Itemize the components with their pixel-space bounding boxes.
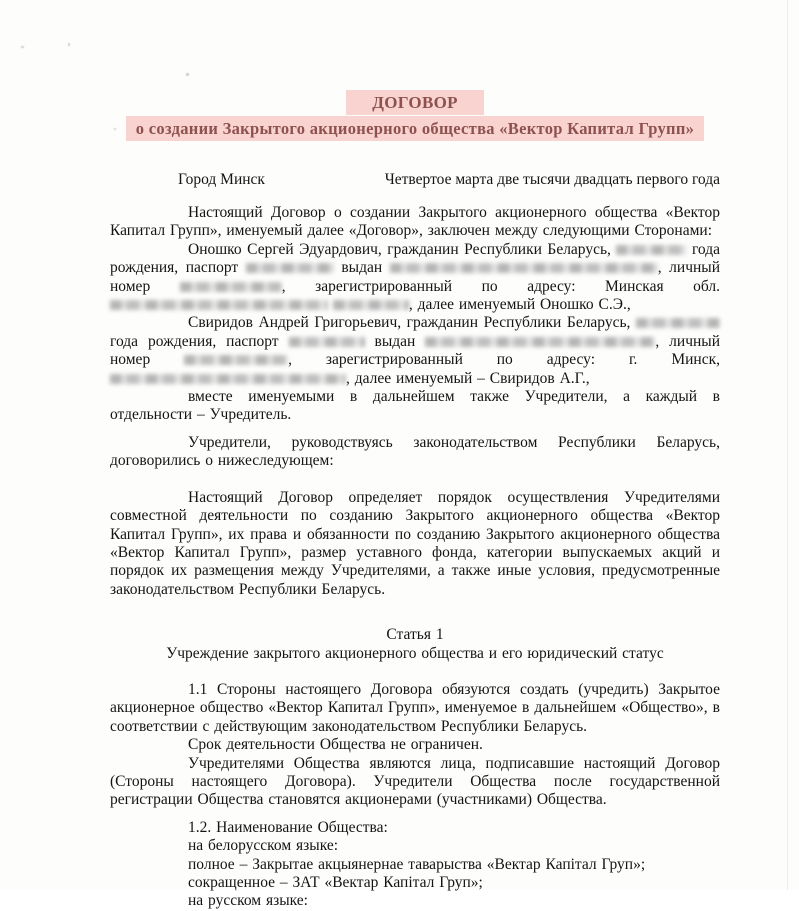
- agreement-paragraph: Учредители, руководствуясь законодательством Республики Беларусь, договорились о нижеследующем:: [110, 433, 720, 470]
- founder-1-paragraph: Оношко Сергей Эдуардович, гражданин Республики Беларусь, года рождения, паспорт выдан , личный номер , зарегистрированный по адресу: Минская обл. , далее именуемый Оношко С.Э.,: [110, 240, 720, 314]
- redacted-text: [110, 300, 328, 310]
- document-title: ДОГОВОР: [346, 90, 484, 115]
- dateline-date: Четвертое марта две тысячи двадцать первого года: [384, 171, 720, 188]
- redacted-text: [425, 337, 655, 347]
- founders-together-paragraph: вместе именуемыми в дальнейшем также Учредители, а каждый в отдельности – Учредитель.: [110, 388, 720, 424]
- belarusian-language-label: на белорусском языке:: [188, 837, 339, 855]
- dateline: [110, 170, 720, 189]
- article-1-subheading: Учреждение закрытого акционерного общества и его юридический статус: [166, 644, 664, 662]
- full-name-belarusian: полное – Закрытае акцыянернае таварыства «Вектар Капітал Груп»;: [188, 855, 646, 873]
- russian-language-label: на русском языке:: [188, 892, 308, 910]
- clause-1-1-paragraph: 1.1 Стороны настоящего Договора обязуются создать (учредить) Закрытое акционерное общество «Вектор Капитал Групп», именуемое в дальнейшем «Общество», в соответствии с действующим законодательством Республики Беларусь.: [110, 680, 720, 735]
- redacted-text: [246, 263, 334, 273]
- intro-paragraph: Настоящий Договор о создании Закрытого акционерного общества «Вектор Капитал Групп», именуемый далее «Договор», заключен между следующими Сторонами:: [110, 204, 720, 240]
- redacted-text: [110, 374, 346, 384]
- redacted-text: [180, 282, 282, 292]
- document-title-block: [110, 90, 720, 141]
- document-subtitle: о создании Закрытого акционерного общества «Вектор Капитал Групп»: [126, 116, 704, 141]
- founders-shareholders-paragraph: Учредителями Общества являются лица, подписавшие настоящий Договор (Стороны настоящего Договора). Учредители Общества после государственной регистрации Общества становятся акционерами (участниками) Общества.: [110, 754, 720, 809]
- redacted-text: [390, 263, 658, 273]
- redacted-text: [616, 245, 686, 255]
- redacted-text: [289, 337, 365, 347]
- founder-2-paragraph: Свиридов Андрей Григорьевич, гражданин Республики Беларусь, года рождения, паспорт выдан , личный номер , зарегистрированный по адресу: г. Минск, , далее именуемый – Свиридов А.Г.,: [110, 314, 720, 387]
- term-paragraph: Срок деятельности Общества не ограничен.: [188, 736, 483, 754]
- redacted-text: [184, 355, 288, 365]
- paragraphs: [110, 204, 720, 911]
- subject-paragraph: Настоящий Договор определяет порядок осуществления Учредителями совместной деятельности по созданию Закрытого акционерного общества «Вектор Капитал Групп», их права и обязанности по созданию Закрытого акционерного общества «Вектор Капитал Групп», размер уставного фонда, категории выпускаемых акций и порядок их размещения между Учредителями, а также иные условия, предусмотренные законодательством Республики Беларусь.: [110, 488, 720, 598]
- dateline-city: Город Минск: [178, 171, 265, 188]
- clause-1-2-heading: 1.2. Наименование Общества:: [188, 818, 388, 836]
- short-name-belarusian: сокращенное – ЗАТ «Вектар Капітал Груп»;: [188, 874, 483, 891]
- redacted-text: [333, 300, 409, 310]
- article-1-heading: Статья 1: [386, 626, 444, 644]
- redacted-text: [636, 318, 720, 328]
